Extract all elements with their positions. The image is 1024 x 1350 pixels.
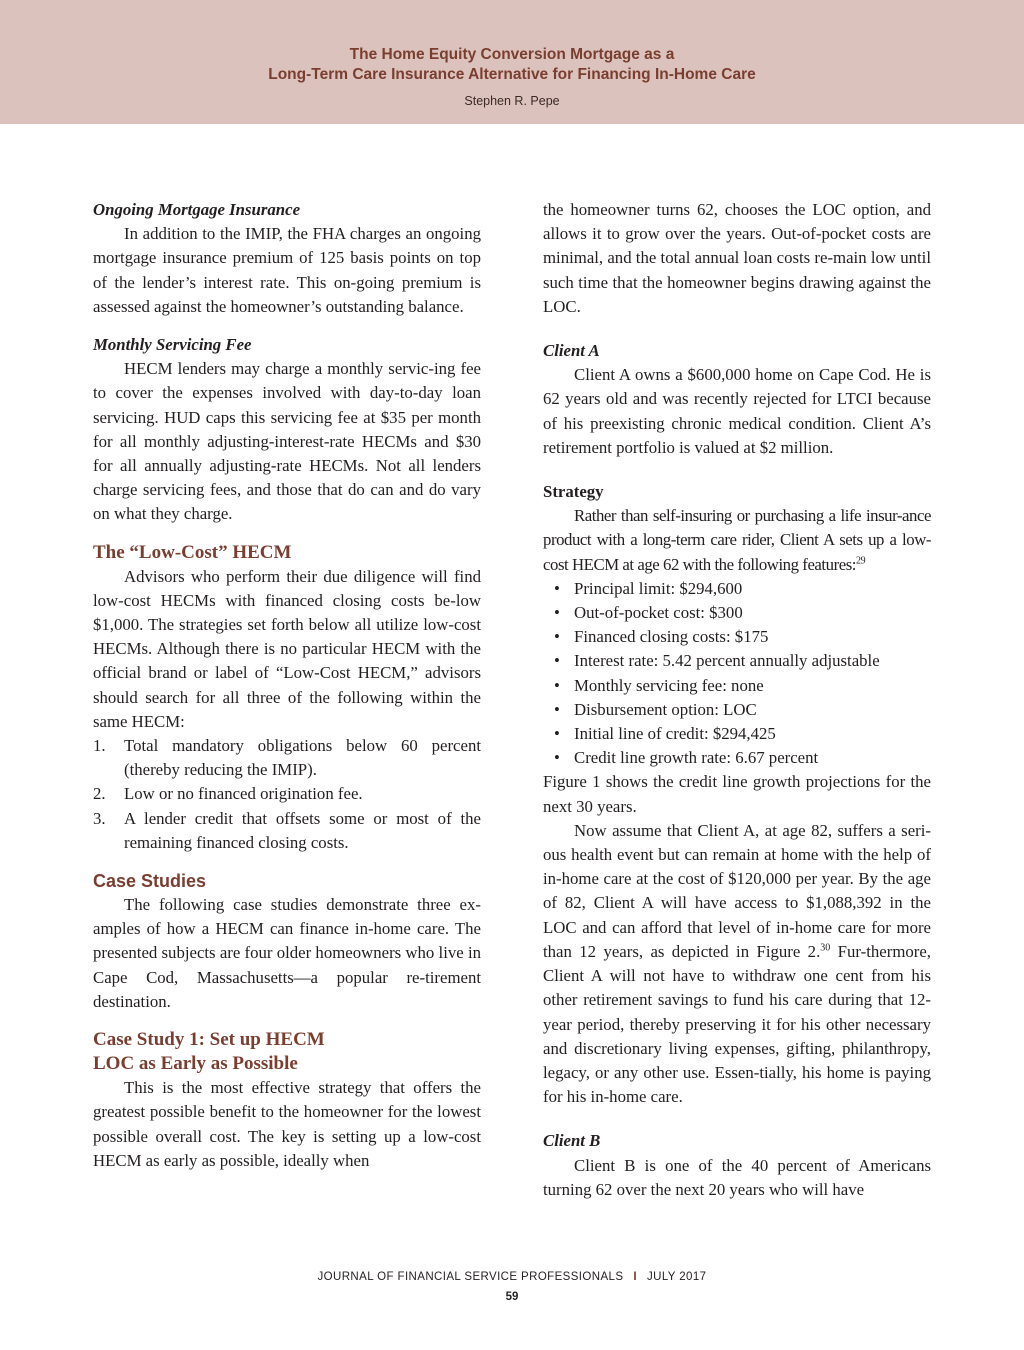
client-a-heading: Client A [543,341,600,361]
case-studies-text: The following case studies demonstrate three ex-amples of how a HECM can finance in-home care. The presented subjects are four older homeowners who live in Cape Cod, Massachusetts—a popular re-tirement destination. [93,895,481,1011]
strategy-text: Rather than self-insuring or purchasing a life insur-ance product with a long-term care rider, Client A sets up a low-cost HECM at age 62 with the following features:$^{29}$ [543,506,931,574]
monthly-fee-heading: Monthly Servicing Fee [93,335,252,355]
client-a-text: Client A owns a $600,000 home on Cape Cod. He is 62 years old and was recently rejected for LTCI because of his preexisting chronic medical condition. Client A’s retirement portfolio is valued at $2 million. [543,365,931,457]
continuation-text: the homeowner turns 62, chooses the LOC option, and allows it to grow over the years. Out-of-pocket costs are minimal, and the total annual loan costs re-main low until such time that the homeowner begins drawing against the LOC. [543,200,931,316]
article-title [0,45,1024,85]
header-banner [0,0,1024,124]
footer [0,1271,1024,1283]
case-studies-heading: Case Studies [93,871,207,892]
ongoing-insurance-text: In addition to the IMIP, the FHA charges an ongoing mortgage insurance premium of 125 basis points on top of the lender’s interest rate. This on-going premium is assessed against the homeowner’s outstanding balance. [93,224,481,316]
low-cost-hecm-text: Advisors who perform their due diligence will find low-cost HECMs with financed closing costs be-low $1,000. The strategies set forth below all utilize low-cost HECMs. Although there is no particular HECM with the official brand or label of “Low-Cost HECM,” advisors should search for all three of the following within the same HECM: [93,566,481,731]
case-study-1-text: This is the most effective strategy that offers the greatest possible benefit to the homeowner for the lowest possible overall cost. The key is setting up a low-cost HECM as early as possible, ideally when [93,1078,481,1170]
client-b-text: Client B is one of the 40 percent of Americans turning 62 over the next 20 years who will have [543,1155,931,1199]
list-item: • Monthly servicing fee: none [554,675,764,695]
client-b-heading: Client B [543,1131,601,1151]
article-author: Stephen R. Pepe [464,94,560,108]
footnote-30: 30 [820,942,831,954]
list-item: 1. Total mandatory obligations below 60 percent (thereby reducing the IMIP). [93,736,481,780]
figure-1-text: Figure 1 shows the credit line growth projections for the next 30 years. [543,772,931,816]
case-study-1-heading: Case Study 1: Set up HECM LOC as Early as Possible [93,1029,325,1075]
strategy-heading: Strategy [543,482,604,502]
hecm-features-list [543,577,931,771]
issue-date: JULY 2017 [647,1271,707,1283]
list-item: • Financed closing costs: $175 [554,627,769,647]
right-column [543,198,931,1202]
ongoing-insurance-heading: Ongoing Mortgage Insurance [93,200,301,219]
footnote-29: 29 [856,555,866,567]
list-item: 3. A lender credit that offsets some or most of the remaining financed closing costs. [93,808,481,852]
client-a-scenario-text: Now assume that Client A, at age 82, suffers a seri-ous health event but can remain at home with the help of in-home care at the cost of $120,000 per year. By the age of 82, Client A will have access to $1,088,392 in the LOC and can afford that level of in-home care for more than 12 years, as depicted in Figure 2.30 Fur-thermore, Client A will not have to withdraw one cent from his other retirement savings to fund his care during that 12-year period, thereby preserving it for his other necessary and discretionary living expenses, gifting, philanthropy, legacy, or any other use. Essen-tially, his home is paying for his in-home care. [543,820,931,1107]
left-column [93,198,481,1173]
monthly-fee-text: HECM lenders may charge a monthly servic-ing fee to cover the expenses involved with day-to-day loan servicing. HUD caps this servicing fee at $35 per month for all monthly adjusting-interest-rate HECMs and $30 for all annually adjusting-rate HECMs. Not all lenders charge servicing fees, and those that do can and do vary on what they charge. [93,359,481,524]
list-item: • Credit line growth rate: 6.67 percent [554,748,819,768]
list-item: 2. Low or no financed origination fee. [93,784,363,804]
list-item: • Initial line of credit: $294,425 [554,724,776,744]
list-item: • Interest rate: 5.42 percent annually adjustable [554,651,880,671]
list-item: • Out-of-pocket cost: $300 [554,603,743,623]
footer-separator: I [633,1271,637,1283]
low-cost-hecm-heading: The “Low-Cost” HECM [93,541,292,563]
page-number: 59 [505,1291,519,1303]
journal-name: JOURNAL OF FINANCIAL SERVICE PROFESSIONALS [317,1271,624,1283]
low-cost-criteria-list [93,734,481,855]
list-item: • Principal limit: $294,600 [554,578,743,598]
article-title-line1: The Home Equity Conversion Mortgage as a [349,46,675,63]
article-title-line2: Long-Term Care Insurance Alternative for Financing In-Home Care [268,66,756,83]
list-item: • Disbursement option: LOC [554,699,757,719]
